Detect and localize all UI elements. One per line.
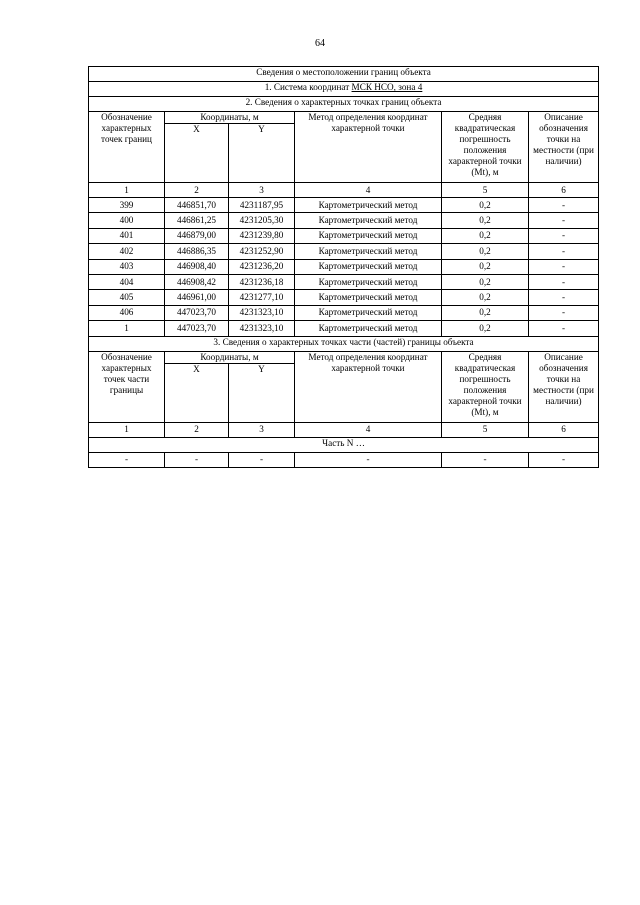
description-cell: - (529, 259, 599, 274)
table-row (89, 244, 599, 259)
column-number: 1 (89, 422, 165, 437)
x-cell: 446908,40 (165, 259, 229, 274)
accuracy-cell: 0,2 (442, 228, 529, 243)
description-cell: - (529, 228, 599, 243)
header-point-designation: Обозначение характерных точек границ (89, 112, 165, 183)
x-cell: 446879,00 (165, 228, 229, 243)
header-part-point-designation: Обозначение характерных точек части границы (89, 351, 165, 422)
empty-cell: - (295, 452, 442, 467)
header-y: Y (229, 124, 295, 183)
y-cell: 4231323,10 (229, 305, 295, 320)
point-cell: 402 (89, 244, 165, 259)
table-row (89, 228, 599, 243)
point-cell: 406 (89, 305, 165, 320)
header-method: Метод определения координат характерной точки (295, 112, 442, 183)
description-cell: - (529, 321, 599, 336)
empty-cell: - (89, 452, 165, 467)
column-number: 4 (295, 422, 442, 437)
empty-cell: - (229, 452, 295, 467)
y-cell: 4231187,95 (229, 198, 295, 213)
column-number: 4 (295, 183, 442, 198)
table-row (89, 290, 599, 305)
accuracy-cell: 0,2 (442, 259, 529, 274)
coord-system-value: МСК НСО, зона 4 (351, 82, 423, 92)
y-cell: 4231236,20 (229, 259, 295, 274)
accuracy-cell: 0,2 (442, 274, 529, 289)
column-number: 2 (165, 422, 229, 437)
coord-system-label: 1. Система координат (264, 82, 352, 92)
header-coordinates: Координаты, м (165, 112, 295, 124)
table-row (89, 274, 599, 289)
table-row (89, 321, 599, 336)
header-coordinates: Координаты, м (165, 351, 295, 363)
page-number: 64 (315, 38, 325, 49)
x-cell: 447023,70 (165, 305, 229, 320)
header-x: X (165, 363, 229, 422)
x-cell: 446961,00 (165, 290, 229, 305)
header-description: Описание обозначения точки на местности (при наличии) (529, 112, 599, 183)
table-row (89, 305, 599, 320)
method-cell: Картометрический метод (295, 290, 442, 305)
header-accuracy: Средняя квадратическая погрешность положения характерной точки (Mt), м (442, 112, 529, 183)
x-cell: 446861,25 (165, 213, 229, 228)
y-cell: 4231252,90 (229, 244, 295, 259)
empty-cell: - (165, 452, 229, 467)
column-number: 6 (529, 183, 599, 198)
point-cell: 1 (89, 321, 165, 336)
column-number: 1 (89, 183, 165, 198)
accuracy-cell: 0,2 (442, 198, 529, 213)
empty-cell: - (442, 452, 529, 467)
accuracy-cell: 0,2 (442, 244, 529, 259)
method-cell: Картометрический метод (295, 244, 442, 259)
x-cell: 446851,70 (165, 198, 229, 213)
description-cell: - (529, 198, 599, 213)
column-number: 6 (529, 422, 599, 437)
header-accuracy: Средняя квадратическая погрешность положения характерной точки (Mt), м (442, 351, 529, 422)
empty-cell: - (529, 452, 599, 467)
x-cell: 447023,70 (165, 321, 229, 336)
column-number: 3 (229, 183, 295, 198)
header-method: Метод определения координат характерной точки (295, 351, 442, 422)
method-cell: Картометрический метод (295, 228, 442, 243)
description-cell: - (529, 244, 599, 259)
accuracy-cell: 0,2 (442, 305, 529, 320)
section3-title: 3. Сведения о характерных точках части (частей) границы объекта (89, 336, 599, 351)
accuracy-cell: 0,2 (442, 321, 529, 336)
description-cell: - (529, 305, 599, 320)
table-row (89, 452, 599, 467)
section2-title: 2. Сведения о характерных точках границ объекта (89, 97, 599, 112)
point-cell: 404 (89, 274, 165, 289)
method-cell: Картометрический метод (295, 274, 442, 289)
point-cell: 403 (89, 259, 165, 274)
description-cell: - (529, 213, 599, 228)
table-row (89, 213, 599, 228)
part-label: Часть N … (89, 437, 599, 452)
accuracy-cell: 0,2 (442, 290, 529, 305)
column-number: 2 (165, 183, 229, 198)
y-cell: 4231277,10 (229, 290, 295, 305)
column-number: 5 (442, 183, 529, 198)
method-cell: Картометрический метод (295, 321, 442, 336)
header-y: Y (229, 363, 295, 422)
boundary-table (88, 66, 599, 468)
point-cell: 399 (89, 198, 165, 213)
y-cell: 4231236,18 (229, 274, 295, 289)
table-row (89, 259, 599, 274)
y-cell: 4231239,80 (229, 228, 295, 243)
x-cell: 446886,35 (165, 244, 229, 259)
column-number: 5 (442, 422, 529, 437)
description-cell: - (529, 290, 599, 305)
y-cell: 4231205,30 (229, 213, 295, 228)
coord-system (89, 82, 599, 97)
accuracy-cell: 0,2 (442, 213, 529, 228)
point-cell: 405 (89, 290, 165, 305)
method-cell: Картометрический метод (295, 213, 442, 228)
table-row (89, 198, 599, 213)
header-description: Описание обозначения точки на местности (при наличии) (529, 351, 599, 422)
x-cell: 446908,42 (165, 274, 229, 289)
column-number: 3 (229, 422, 295, 437)
table-title: Сведения о местоположении границ объекта (89, 67, 599, 82)
method-cell: Картометрический метод (295, 198, 442, 213)
description-cell: - (529, 274, 599, 289)
point-cell: 400 (89, 213, 165, 228)
y-cell: 4231323,10 (229, 321, 295, 336)
method-cell: Картометрический метод (295, 305, 442, 320)
header-x: X (165, 124, 229, 183)
method-cell: Картометрический метод (295, 259, 442, 274)
point-cell: 401 (89, 228, 165, 243)
